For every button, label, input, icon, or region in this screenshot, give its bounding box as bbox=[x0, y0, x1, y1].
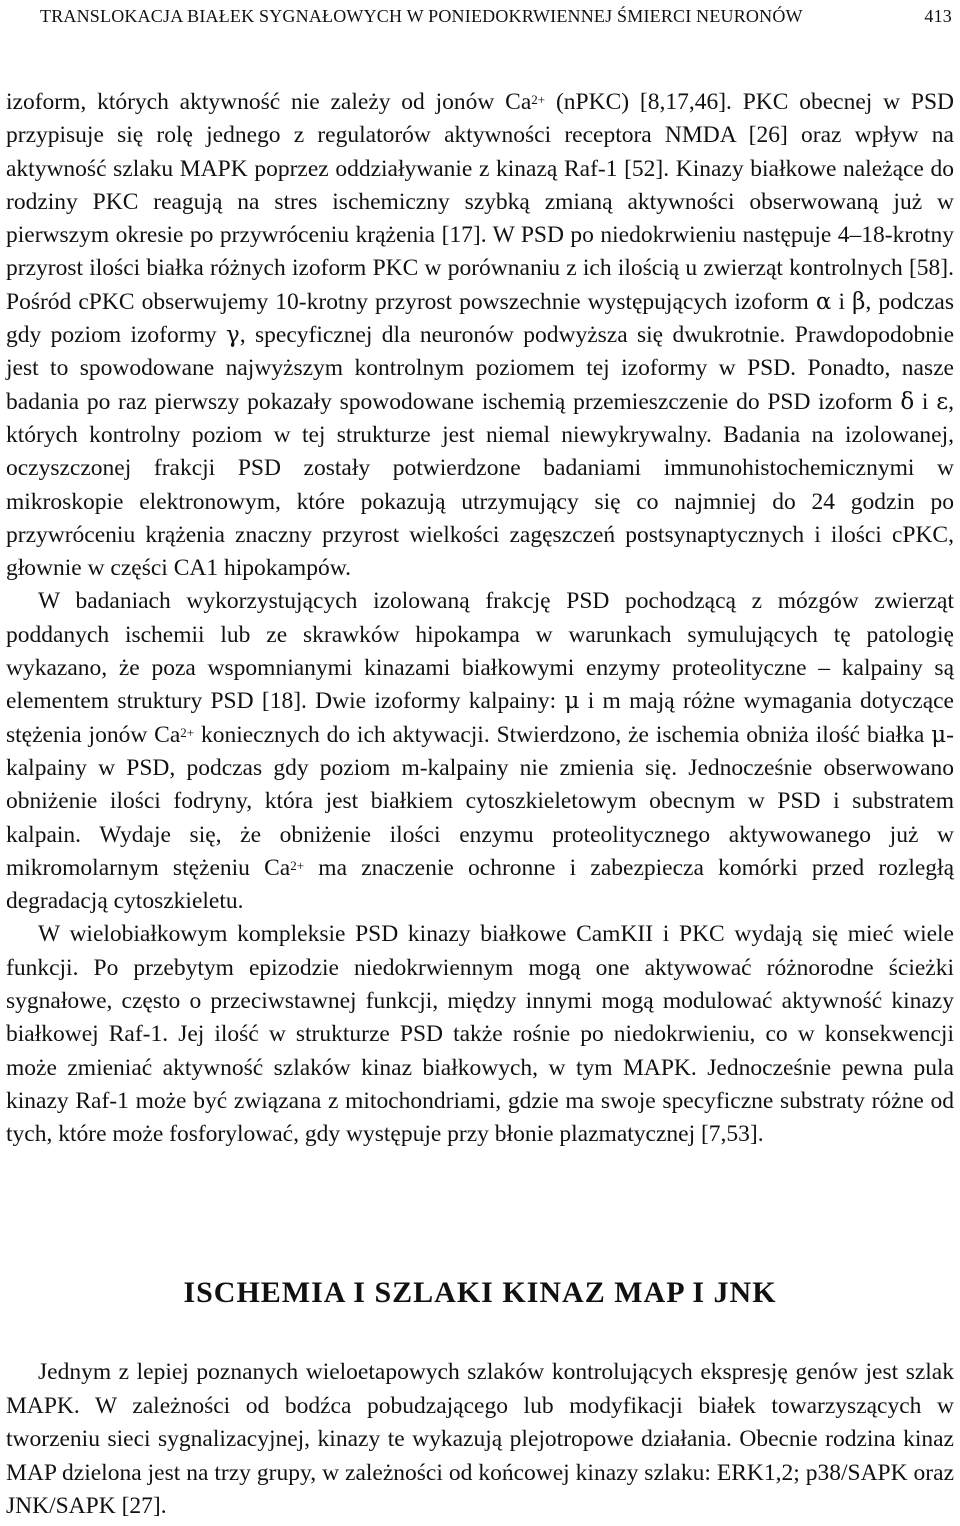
text-run: , których kontrolny poziom w tej strukturze jest niemal niewykrywalny. Badania na izolowanej, oczyszczonej frakcji PSD zostały potwierdzone badaniami immunohistochemicznymi w mikroskopie elektronowym, które pokazują utrzymujący się co najmniej do 24 godzin po przywróceniu krążenia znaczny przyrost wielkości zagęszczeń postsynaptycznych i ilości cPKC, głownie w części CA1 hipokampów. bbox=[6, 388, 955, 582]
greek-gamma: γ bbox=[226, 322, 240, 349]
text-run: i bbox=[831, 288, 853, 315]
superscript: 2+ bbox=[531, 92, 546, 107]
text-run: (nPKC) [8,17,46]. PKC obecnej w PSD przypisuje się rolę jednego z regulatorów aktywności receptora NMDA [26] oraz wpływ na aktywność szlaku MAPK poprzez oddziaływanie z kinazą Raf-1 [52]. Kinazy białkowe należące do rodziny PKC reagują na stres ischemiczny szybką zmianą aktywności obserwowaną już w pierwszym okresie po przywróceniu krążenia [17]. W PSD po niedokrwieniu następuje 4–18-krotny przyrost ilości białka różnych izoform PKC w porównaniu z ich ilością u zwierząt kontrolnych [58]. Pośród cPKC obserwujemy 10-krotny przyrost powszechnie występujących izoform bbox=[6, 89, 955, 315]
greek-mu: μ bbox=[931, 721, 947, 748]
text-run: , specyficznej dla neuronów podwyższa się dwukrotnie. Prawdopodobnie jest to spowodowane najwyższym kontrolnym poziomem tej izoformy w PSD. Ponadto, nasze badania po raz pierwszy pokazały spowodowane ischemią przemieszczenie do PSD izoform bbox=[6, 322, 955, 415]
text-run: , podczas gdy poziom izoformy bbox=[6, 288, 955, 349]
greek-beta: β bbox=[852, 288, 866, 315]
text-run: izoform, których aktywność nie zależy od jonów Ca bbox=[6, 89, 532, 115]
text-run: W badaniach wykorzystujących izolowaną frakcję PSD pochodzącą z mózgów zwierząt poddanych ischemii lub ze skrawków hipokampa w warunkach symulujących tę patologię wykazano, że poza wspomnianymi kinazami białkowymi enzymy proteolityczne – kalpainy są elementem struktury PSD [18]. Dwie izoformy kalpainy: bbox=[6, 588, 954, 715]
text-run: -kalpainy w PSD, podczas gdy poziom m-kalpainy nie zmienia się. Jednocześnie obserwowano obniżenie ilości fodryny, która jest białkiem cytoszkieletowym obecnym w PSD i substratem kalpain. Wydaje się, że obniżenie ilości enzymu proteolitycznego aktywowanego już w mikromolarnym stężeniu Ca bbox=[6, 721, 954, 881]
greek-mu: μ bbox=[564, 688, 580, 715]
page-number: 413 bbox=[924, 6, 952, 26]
greek-epsilon: ε bbox=[936, 388, 949, 415]
text-run: i m mają różne wymagania dotyczące stężenia jonów Ca bbox=[6, 688, 954, 748]
running-header bbox=[40, 4, 952, 28]
body-text bbox=[6, 86, 954, 1152]
section-text bbox=[6, 1356, 954, 1524]
section-heading: ISCHEMIA I SZLAKI KINAZ MAP I JNK bbox=[183, 1276, 777, 1309]
text-run: i bbox=[914, 388, 937, 415]
superscript: 2+ bbox=[180, 724, 195, 740]
text-run: koniecznych do ich aktywacji. Stwierdzono, że ischemia obniża ilość białka bbox=[194, 721, 932, 748]
superscript: 2+ bbox=[290, 857, 305, 873]
paragraph-1 bbox=[6, 86, 954, 585]
paragraph-3: W wielobiałkowym kompleksie PSD kinazy białkowe CamKII i PKC wydają się mieć wiele funkcji. Po przebytym epizodzie niedokrwiennym mogą one aktywować różnorodne ścieżki sygnałowe, często o przeciwstawnej funkcji, między innymi mogą modulować aktywność kinazy białkowej Raf-1. Jej ilość w strukturze PSD także rośnie po niedokrwieniu, co w konsekwencji może zmieniać aktywność szlaków kinaz białkowych, w tym MAPK. Jednocześnie pewna pula kinazy Raf-1 może być związana z mitochondriami, gdzie ma swoje specyficzne substraty różne od tych, które może fosforylować, gdy występuje przy błonie plazmatycznej [7,53]. bbox=[6, 921, 954, 1148]
paragraph-2 bbox=[6, 585, 954, 918]
running-title: TRANSLOKACJA BIAŁEK SYGNAŁOWYCH W PONIEDOKRWIENNEJ ŚMIERCI NEURONÓW bbox=[40, 6, 803, 26]
section-paragraph: Jednym z lepiej poznanych wieloetapowych szlaków kontrolujących ekspresję genów jest szlak MAPK. W zależności od bodźca pobudzającego lub modyfikacji białek towarzyszących w tworzeniu sieci sygnalizacyjnej, kinazy te wykazują plejotropowe działania. Obecnie rodzina kinaz MAP dzielona jest na trzy grupy, w zależności od końcowej kinazy szlaku: ERK1,2; p38/SAPK oraz JNK/SAPK [27]. bbox=[6, 1359, 954, 1519]
text-run: ma znaczenie ochronne i zabezpiecza komórki przed rozległą degradacją cytoszkieletu. bbox=[6, 854, 954, 915]
greek-alpha: α bbox=[815, 288, 832, 315]
greek-delta: δ bbox=[900, 388, 915, 415]
